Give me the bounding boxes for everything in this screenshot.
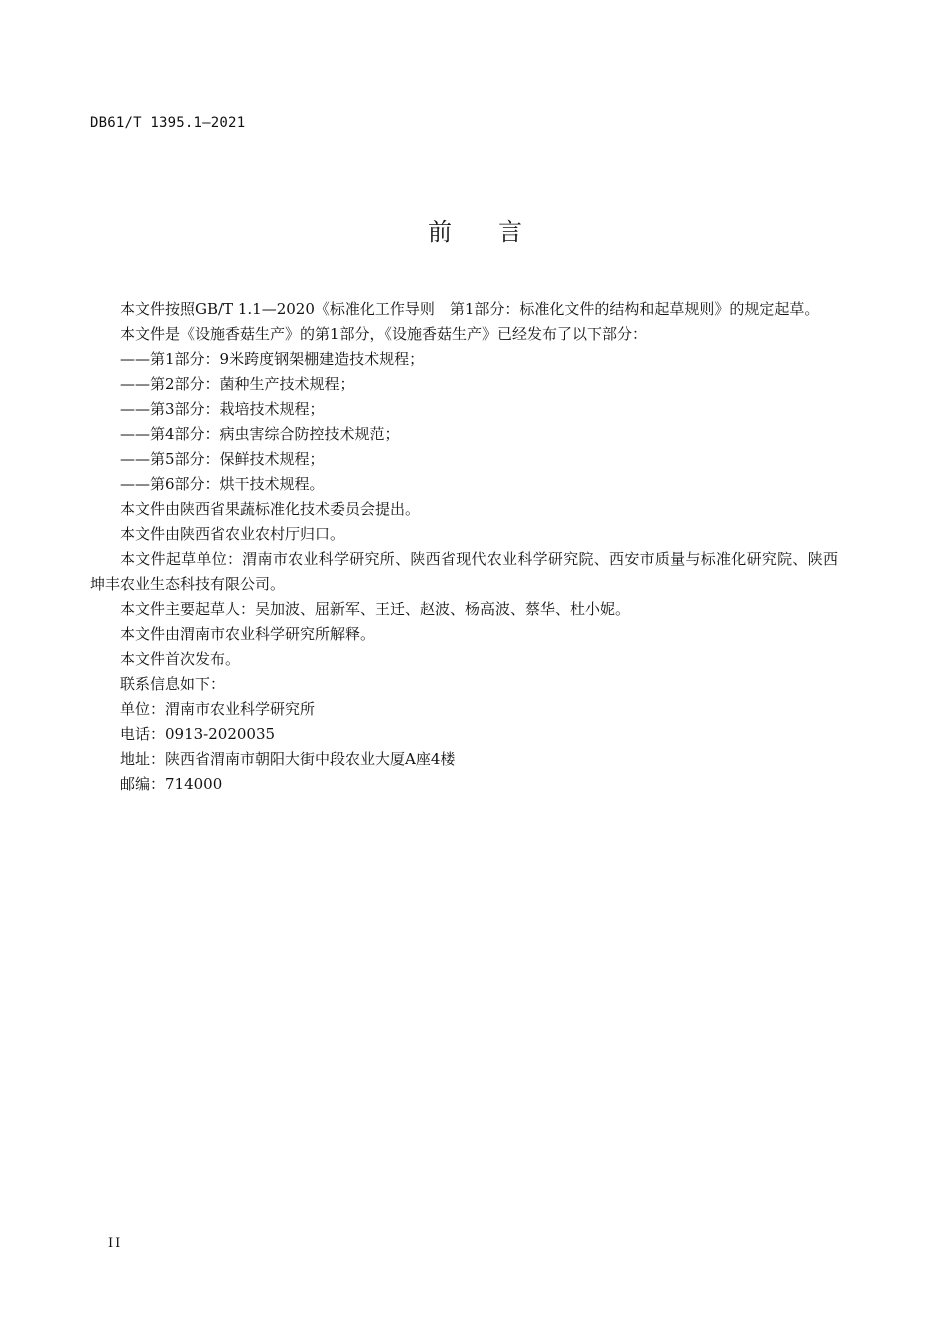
paragraph-contact-intro: 联系信息如下： [120,675,226,693]
contact-phone: 电话：0913-2020035 [120,725,276,743]
paragraph-drafting-basis: 本文件按照GB/T 1.1—2020《标准化工作导则 第1部分：标准化文件的结构和起草规则》的规定起草。 [120,300,820,318]
foreword-body [90,297,838,797]
contact-address: 地址：陕西省渭南市朝阳大街中段农业大厦A座4楼 [120,750,456,768]
part-list-item: ——第6部分：烘干技术规程。 [120,475,325,493]
paragraph-first-release: 本文件首次发布。 [120,650,241,668]
paragraph-drafting-units: 本文件起草单位：渭南市农业科学研究所、陕西省现代农业科学研究院、西安市质量与标准化研究院、陕西坤丰农业生态科技有限公司。 [90,550,838,593]
paragraph-proposer: 本文件由陕西省果蔬标准化技术委员会提出。 [120,500,421,518]
contact-postcode: 邮编：714000 [120,775,223,793]
page-number: II [108,1236,123,1251]
page-title: 前言 [428,218,568,246]
paragraph-series-intro: 本文件是《设施香菇生产》的第1部分，《设施香菇生产》已经发布了以下部分： [120,325,648,343]
part-list-item: ——第5部分：保鲜技术规程； [120,450,325,468]
part-list-item: ——第4部分：病虫害综合防控技术规范； [120,425,400,443]
part-list-item: ——第3部分：栽培技术规程； [120,400,325,418]
part-list-item: ——第1部分：9米跨度钢架棚建造技术规程； [120,350,425,368]
part-list-item: ——第2部分：菌种生产技术规程； [120,375,355,393]
contact-unit: 单位：渭南市农业科学研究所 [120,700,316,718]
paragraph-drafters: 本文件主要起草人：吴加波、屈新军、王迁、赵波、杨高波、蔡华、杜小妮。 [120,600,631,618]
paragraph-interpretation: 本文件由渭南市农业科学研究所解释。 [120,625,376,643]
document-code: DB61/T 1395.1—2021 [90,115,246,131]
paragraph-administrator: 本文件由陕西省农业农村厅归口。 [120,525,346,543]
